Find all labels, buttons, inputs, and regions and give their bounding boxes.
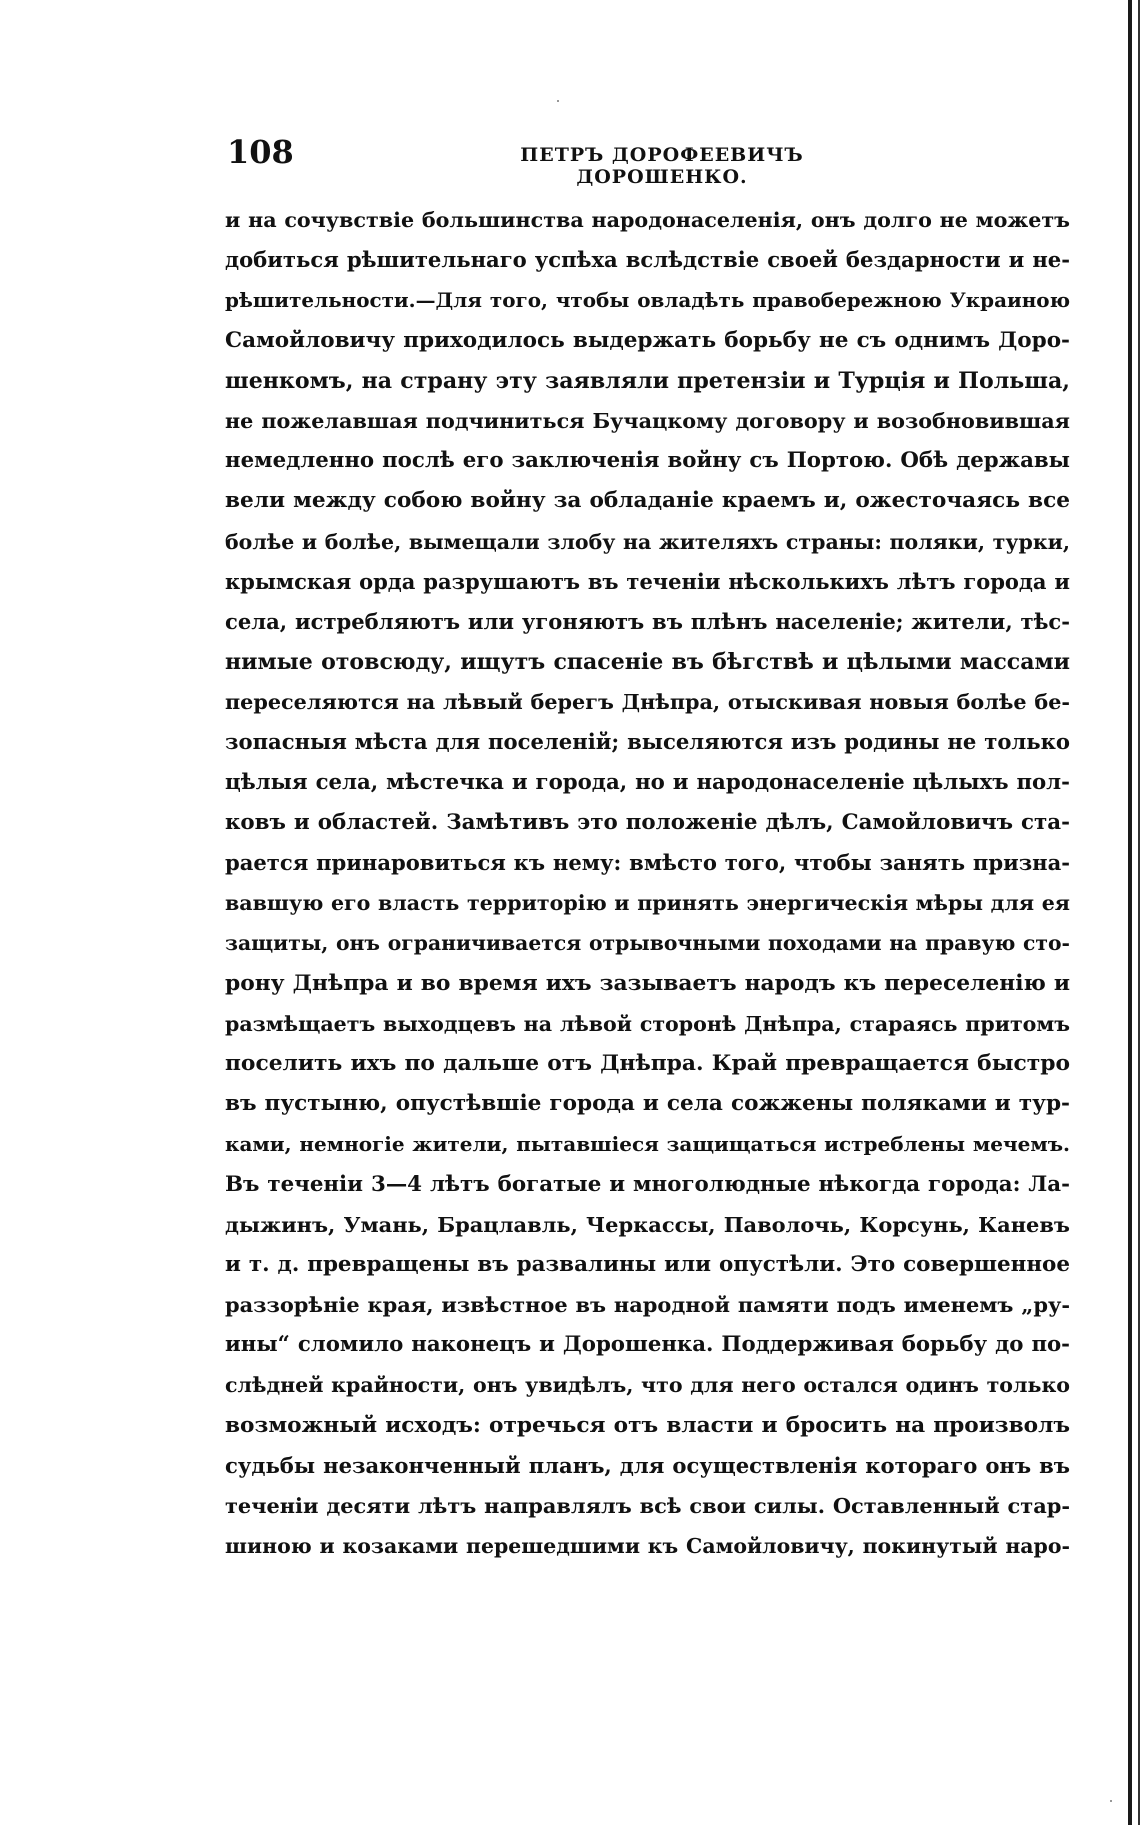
text-line: крымская орда разрушаютъ въ теченіи нѣсколькихъ лѣтъ города и [225, 568, 1070, 594]
text-line: рѣшительности.—Для того, чтобы овладѣть правобережною Украиною [225, 288, 1070, 313]
text-line: не пожелавшая подчиниться Бучацкому договору и возобновившая [225, 408, 1070, 433]
body-text [225, 200, 1070, 1566]
text-line: ками, немногіе жители, пытавшіеся защищаться истреблены мечемъ. [225, 1132, 1070, 1157]
text-line: Въ теченіи 3—4 лѣтъ богатые и многолюдные нѣкогда города: Ла- [225, 1171, 1070, 1197]
text-line: и на сочувствіе большинства народонаселенія, онъ долго не можетъ [225, 208, 1070, 232]
text-line: цѣлыя села, мѣстечка и города, но и народонаселеніе цѣлыхъ пол- [225, 769, 1070, 795]
page-number: 108 [227, 133, 294, 171]
text-line: размѣщаетъ выходцевъ на лѣвой сторонѣ Днѣпра, стараясь притомъ [225, 1011, 1070, 1036]
text-line: переселяются на лѣвый берегъ Днѣпра, отыскивая новыя болѣе бе- [225, 690, 1070, 715]
text-line: поселить ихъ по дальше отъ Днѣпра. Край превращается быстро [225, 1050, 1070, 1076]
text-line: Самойловичу приходилось выдержать борьбу не съ однимъ Доро- [225, 327, 1070, 353]
text-line: дыжинъ, Умань, Брацлавль, Черкассы, Паволочь, Корсунь, Каневъ [225, 1211, 1070, 1237]
text-line: рается принаровиться къ нему: вмѣсто того, чтобы занять призна- [225, 850, 1070, 875]
text-line: ины“ сломило наконецъ и Дорошенка. Поддерживая борьбу до по- [225, 1332, 1070, 1358]
text-line: болѣе и болѣе, вымещали злобу на жителяхъ страны: поляки, турки, [225, 529, 1070, 554]
text-line: и т. д. превращены въ развалины или опустѣли. Это совершенное [225, 1251, 1070, 1277]
text-line: въ пустыню, опустѣвшіе города и села сожжены поляками и тур- [225, 1091, 1070, 1117]
scan-speck [1110, 1800, 1112, 1802]
text-line: теченіи десяти лѣтъ направлялъ всѣ свои силы. Оставленный стар- [225, 1493, 1070, 1518]
text-line: слѣдней крайности, онъ увидѣлъ, что для него остался одинъ только [225, 1373, 1070, 1398]
text-line: шенкомъ, на страну эту заявляли претензіи и Турція и Польша, [225, 367, 1070, 394]
text-line: шиною и козаками перешедшими къ Самойловичу, покинутый наро- [225, 1534, 1070, 1559]
scan-speck [557, 100, 559, 102]
text-line: вели между собою войну за обладаніе краемъ и, ожесточаясь все [225, 488, 1070, 514]
text-line: рону Днѣпра и во время ихъ зазываетъ народъ къ переселенію и [225, 970, 1070, 996]
text-line: раззорѣніе края, извѣстное въ народной памяти подъ именемъ „ру- [225, 1292, 1070, 1318]
running-head: ПЕТРЪ ДОРОФЕЕВИЧЪ ДОРОШЕНКО. [520, 144, 804, 188]
text-line: села, истребляютъ или угоняютъ въ плѣнъ населеніе; жители, тѣс- [225, 608, 1070, 634]
text-line: защиты, онъ ограничивается отрывочными походами на правую сто- [225, 931, 1070, 956]
text-line: вавшую его власть территорію и принять энергическія мѣры для ея [225, 891, 1070, 916]
text-line: зопасныя мѣста для поселеній; выселяются изъ родины не только [225, 729, 1070, 755]
text-line: немедленно послѣ его заключенія войну съ Портою. Обѣ державы [225, 448, 1070, 474]
text-line: нимые отовсюду, ищутъ спасеніе въ бѣгствѣ и цѣлыми массами [225, 649, 1070, 676]
page-header [227, 133, 1067, 188]
scan-border [1128, 0, 1132, 1825]
text-line: ковъ и областей. Замѣтивъ это положеніе дѣлъ, Самойловичъ ста- [225, 809, 1070, 835]
text-line: судьбы незаконченный планъ, для осуществленія котораго онъ въ [225, 1452, 1070, 1478]
text-line: возможный исходъ: отречься отъ власти и бросить на произволъ [225, 1412, 1070, 1438]
text-line: добиться рѣшительнаго успѣха вслѣдствіе своей бездарности и не- [225, 247, 1070, 273]
